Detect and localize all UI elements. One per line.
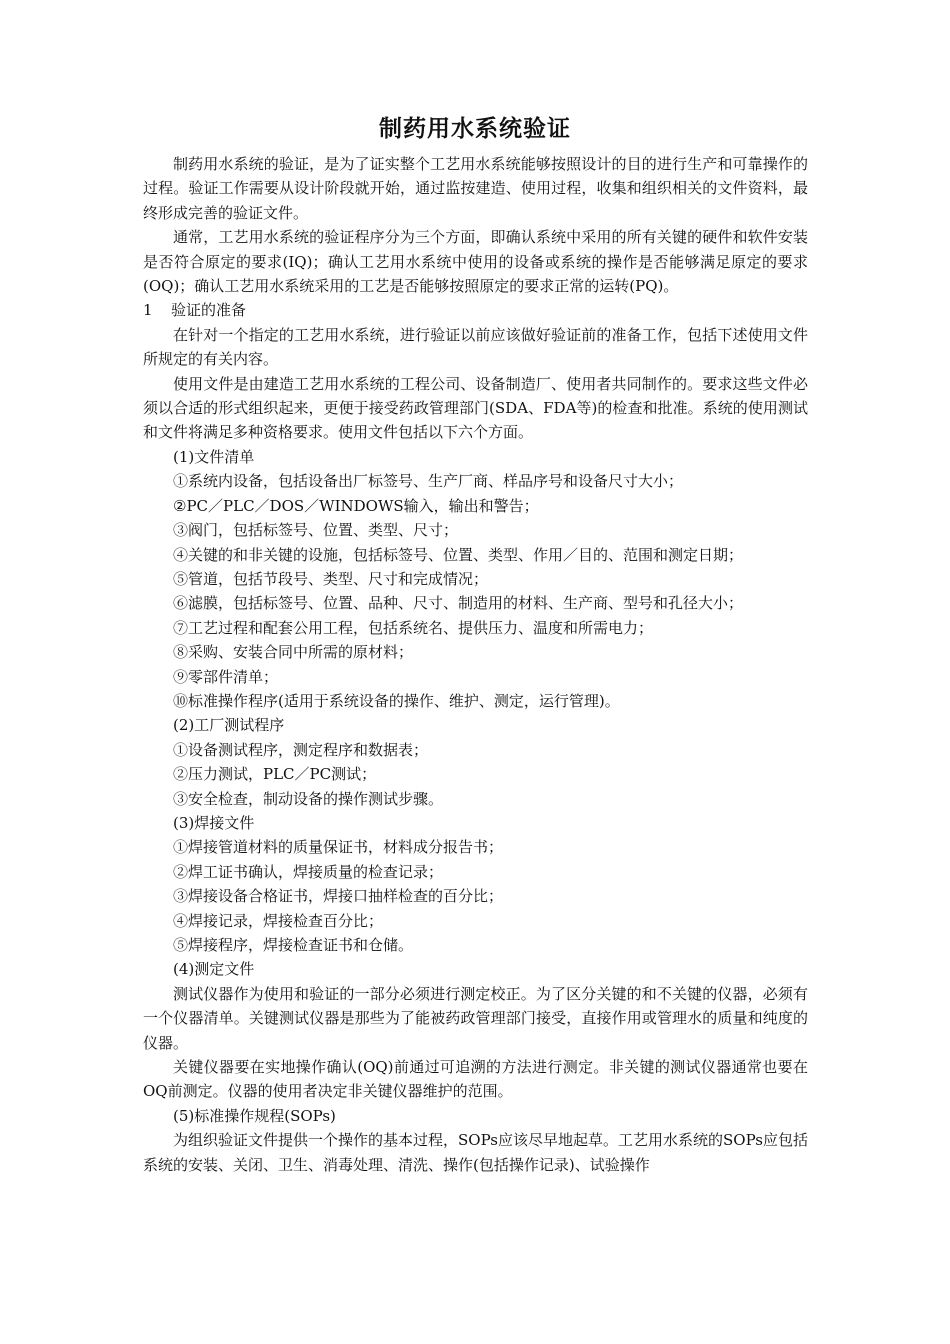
list-item: ③安全检查，制动设备的操作测试步骤。 [173, 789, 444, 808]
intro-paragraph: 通常，工艺用水系统的验证程序分为三个方面，即确认系统中采用的所有关键的硬件和软件安装是否符合原定的要求(IQ)；确认工艺用水系统中使用的设备或系统的操作是否能够满足原定的要求(OQ)；确认工艺用水系统采用的工艺是否能够按照原定的要求正常的运转(PQ)。 [143, 228, 808, 296]
body-paragraph: 为组织验证文件提供一个操作的基本过程，SOPs应该尽早地起草。工艺用水系统的SOPs应包括系统的安装、关闭、卫生、消毒处理、清洗、操作(包括操作记录)、试验操作 [143, 1131, 808, 1174]
list-item: ②焊工证书确认，焊接质量的检查记录； [173, 862, 444, 881]
section-number: 1 [143, 301, 153, 320]
list-item: ①焊接管道材料的质量保证书，材料成分报告书； [173, 838, 504, 857]
list-item: ③阀门，包括标签号、位置、类型、尺寸； [173, 521, 459, 540]
list-item: ⑩标准操作程序(适用于系统设备的操作、维护、测定，运行管理)。 [173, 691, 620, 710]
list-item: ④焊接记录，焊接检查百分比； [173, 911, 384, 930]
subsection-heading: (3)焊接文件 [173, 813, 255, 832]
list-item: ③焊接设备合格证书，焊接口抽样检查的百分比； [173, 887, 504, 906]
list-item: ②压力测试，PLC／PC测试； [173, 765, 377, 784]
list-item: ⑨零部件清单； [173, 667, 279, 686]
list-item: ⑦工艺过程和配套公用工程，包括系统名、提供压力、温度和所需电力； [173, 618, 654, 637]
list-item: ④关键的和非关键的设施，包括标签号、位置、类型、作用／目的、范围和测定日期； [173, 545, 744, 564]
list-item: ①设备测试程序，测定程序和数据表； [173, 740, 429, 759]
subsection-heading: (5)标准操作规程(SOPs) [173, 1106, 336, 1125]
document-body [143, 152, 808, 1177]
list-item: ⑥滤膜，包括标签号、位置、品种、尺寸、制造用的材料、生产商、型号和孔径大小； [173, 594, 744, 613]
section-heading [143, 298, 808, 322]
body-paragraph: 在针对一个指定的工艺用水系统，进行验证以前应该做好验证前的准备工作，包括下述使用文件所规定的有关内容。 [143, 325, 808, 369]
subsection-heading: (1)文件清单 [173, 447, 255, 466]
list-item: ⑧采购、安装合同中所需的原材料； [173, 643, 414, 662]
section-heading-text: 验证的准备 [171, 301, 247, 320]
list-item: ①系统内设备，包括设备出厂标签号、生产厂商、样品序号和设备尺寸大小； [173, 472, 684, 491]
body-paragraph: 使用文件是由建造工艺用水系统的工程公司、设备制造厂、使用者共同制作的。要求这些文件必须以合适的形式组织起来，更便于接受药政管理部门(SDA、FDA等)的检查和批准。系统的使用测试和文件将满足多种资格要求。使用文件包括以下六个方面。 [143, 374, 808, 442]
body-paragraph: 测试仪器作为使用和验证的一部分必须进行测定校正。为了区分关键的和不关键的仪器，必须有一个仪器清单。关键测试仪器是那些为了能被药政管理部门接受，直接作用或管理水的质量和纯度的仪器。 [143, 984, 808, 1052]
list-item: ⑤焊接程序，焊接检查证书和仓储。 [173, 936, 414, 954]
intro-paragraph: 制药用水系统的验证，是为了证实整个工艺用水系统能够按照设计的目的进行生产和可靠操作的过程。验证工作需要从设计阶段就开始，通过监按建造、使用过程，收集和组织相关的文件资料，最终形成完善的验证文件。 [143, 155, 808, 222]
body-paragraph: 关键仪器要在实地操作确认(OQ)前通过可追溯的方法进行测定。非关键的测试仪器通常也要在OQ前测定。仪器的使用者决定非关键仪器维护的范围。 [143, 1058, 808, 1101]
subsection-heading: (2)工厂测试程序 [173, 716, 285, 735]
document-title: 制药用水系统验证 [379, 116, 571, 142]
list-item: ⑤管道，包括节段号、类型、尺寸和完成情况； [173, 569, 489, 588]
list-item: ②PC／PLC／DOS／WINDOWS输入，输出和警告； [173, 496, 539, 515]
subsection-heading: (4)测定文件 [173, 960, 255, 979]
